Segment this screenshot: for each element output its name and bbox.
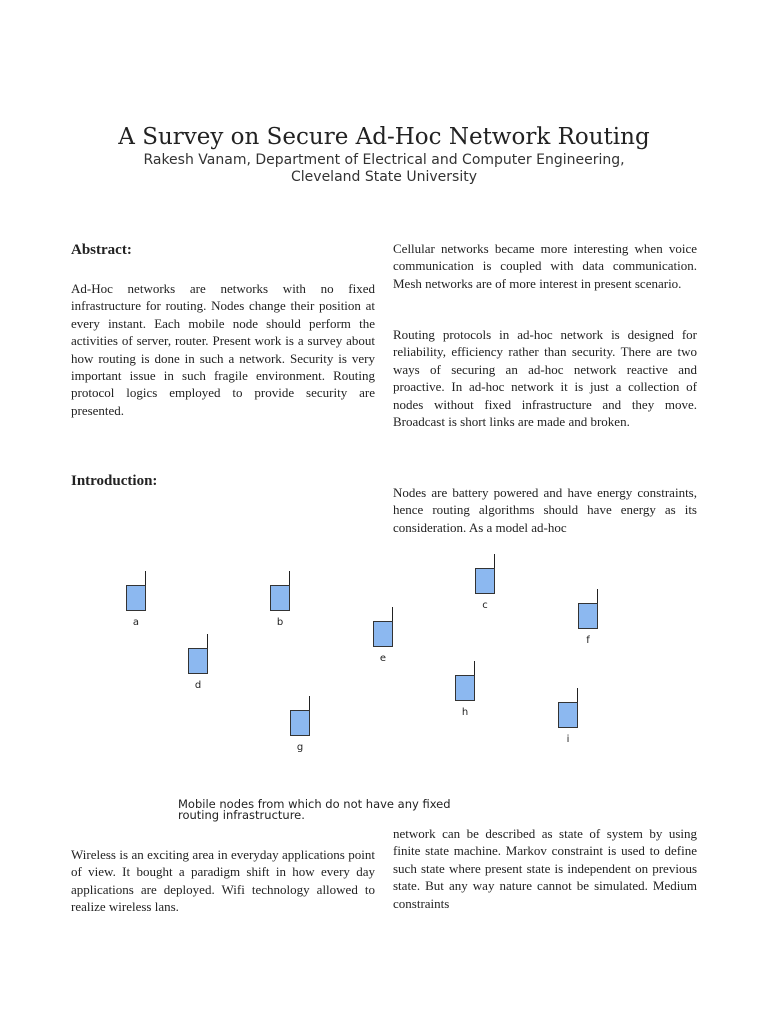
node-label: g <box>296 742 304 753</box>
node-e <box>373 621 393 664</box>
node-d <box>188 648 208 691</box>
mobile-node-icon <box>188 648 208 674</box>
mobile-node-icon <box>373 621 393 647</box>
caption-line-2: routing infrastructure. <box>178 808 305 822</box>
abstract-heading: Abstract: <box>71 242 132 258</box>
mobile-node-icon <box>290 710 310 736</box>
figure-caption <box>178 799 628 821</box>
node-f <box>578 603 598 646</box>
abstract-text: Ad-Hoc networks are networks with no fixed infrastructure for routing. Nodes change their position at every instant. Each mobile node should perform the activities of server, router. Present work is a survey about how routing is done in such a network. Security is very important issue in such fragile environment. Routing protocol logics employed to provide security are presented. <box>71 281 375 418</box>
author-line-1: Rakesh Vanam, Department of Electrical and Computer Engineering, <box>143 152 625 168</box>
introduction-heading: Introduction: <box>71 473 158 489</box>
node-i <box>558 702 578 745</box>
right-para-2: Routing protocols in ad-hoc network is designed for reliability, efficiency rather than security. There are two ways of securing an ad-hoc network reactive and proactive. In ad-hoc network it is just a collection of nodes without fixed infrastructure and they move. Broadcast is short links are made and broken. <box>393 327 697 430</box>
mobile-node-icon <box>126 585 146 611</box>
node-label: c <box>482 600 488 611</box>
right-para-3: Nodes are battery powered and have energy constraints, hence routing algorithms should have energy as its consideration. As a model ad-hoc <box>393 485 697 535</box>
node-label: a <box>132 617 140 628</box>
author-line-2: Cleveland State University <box>291 169 477 185</box>
node-b <box>270 585 290 628</box>
caption-line-1: Mobile nodes from which do not have any fixed <box>178 797 451 811</box>
mobile-node-icon <box>455 675 475 701</box>
mobile-node-icon <box>558 702 578 728</box>
node-label: b <box>276 617 284 628</box>
node-label: i <box>566 734 570 745</box>
node-g <box>290 710 310 753</box>
node-label: e <box>379 653 387 664</box>
node-label: h <box>461 707 469 718</box>
network-figure <box>110 560 630 830</box>
right-para-4: network can be described as state of system by using finite state machine. Markov constraint is used to define such state where present state is independent on previous state. But any way nature cannot be simulated. Medium constraints <box>393 826 697 911</box>
node-c <box>475 568 495 611</box>
mobile-node-icon <box>475 568 495 594</box>
introduction-text: Wireless is an exciting area in everyday applications point of view. It bought a paradigm shift in how every day applications are deployed. Wifi technology allowed to realize wireless lans. <box>71 847 375 915</box>
node-a <box>126 585 146 628</box>
mobile-node-icon <box>270 585 290 611</box>
right-para-1: Cellular networks became more interesting when voice communication is coupled with data communication. Mesh networks are of more interest in present scenario. <box>393 241 697 291</box>
node-label: f <box>586 635 590 646</box>
node-h <box>455 675 475 718</box>
node-label: d <box>194 680 202 691</box>
mobile-node-icon <box>578 603 598 629</box>
paper-title: A Survey on Secure Ad-Hoc Network Routing <box>118 124 650 150</box>
